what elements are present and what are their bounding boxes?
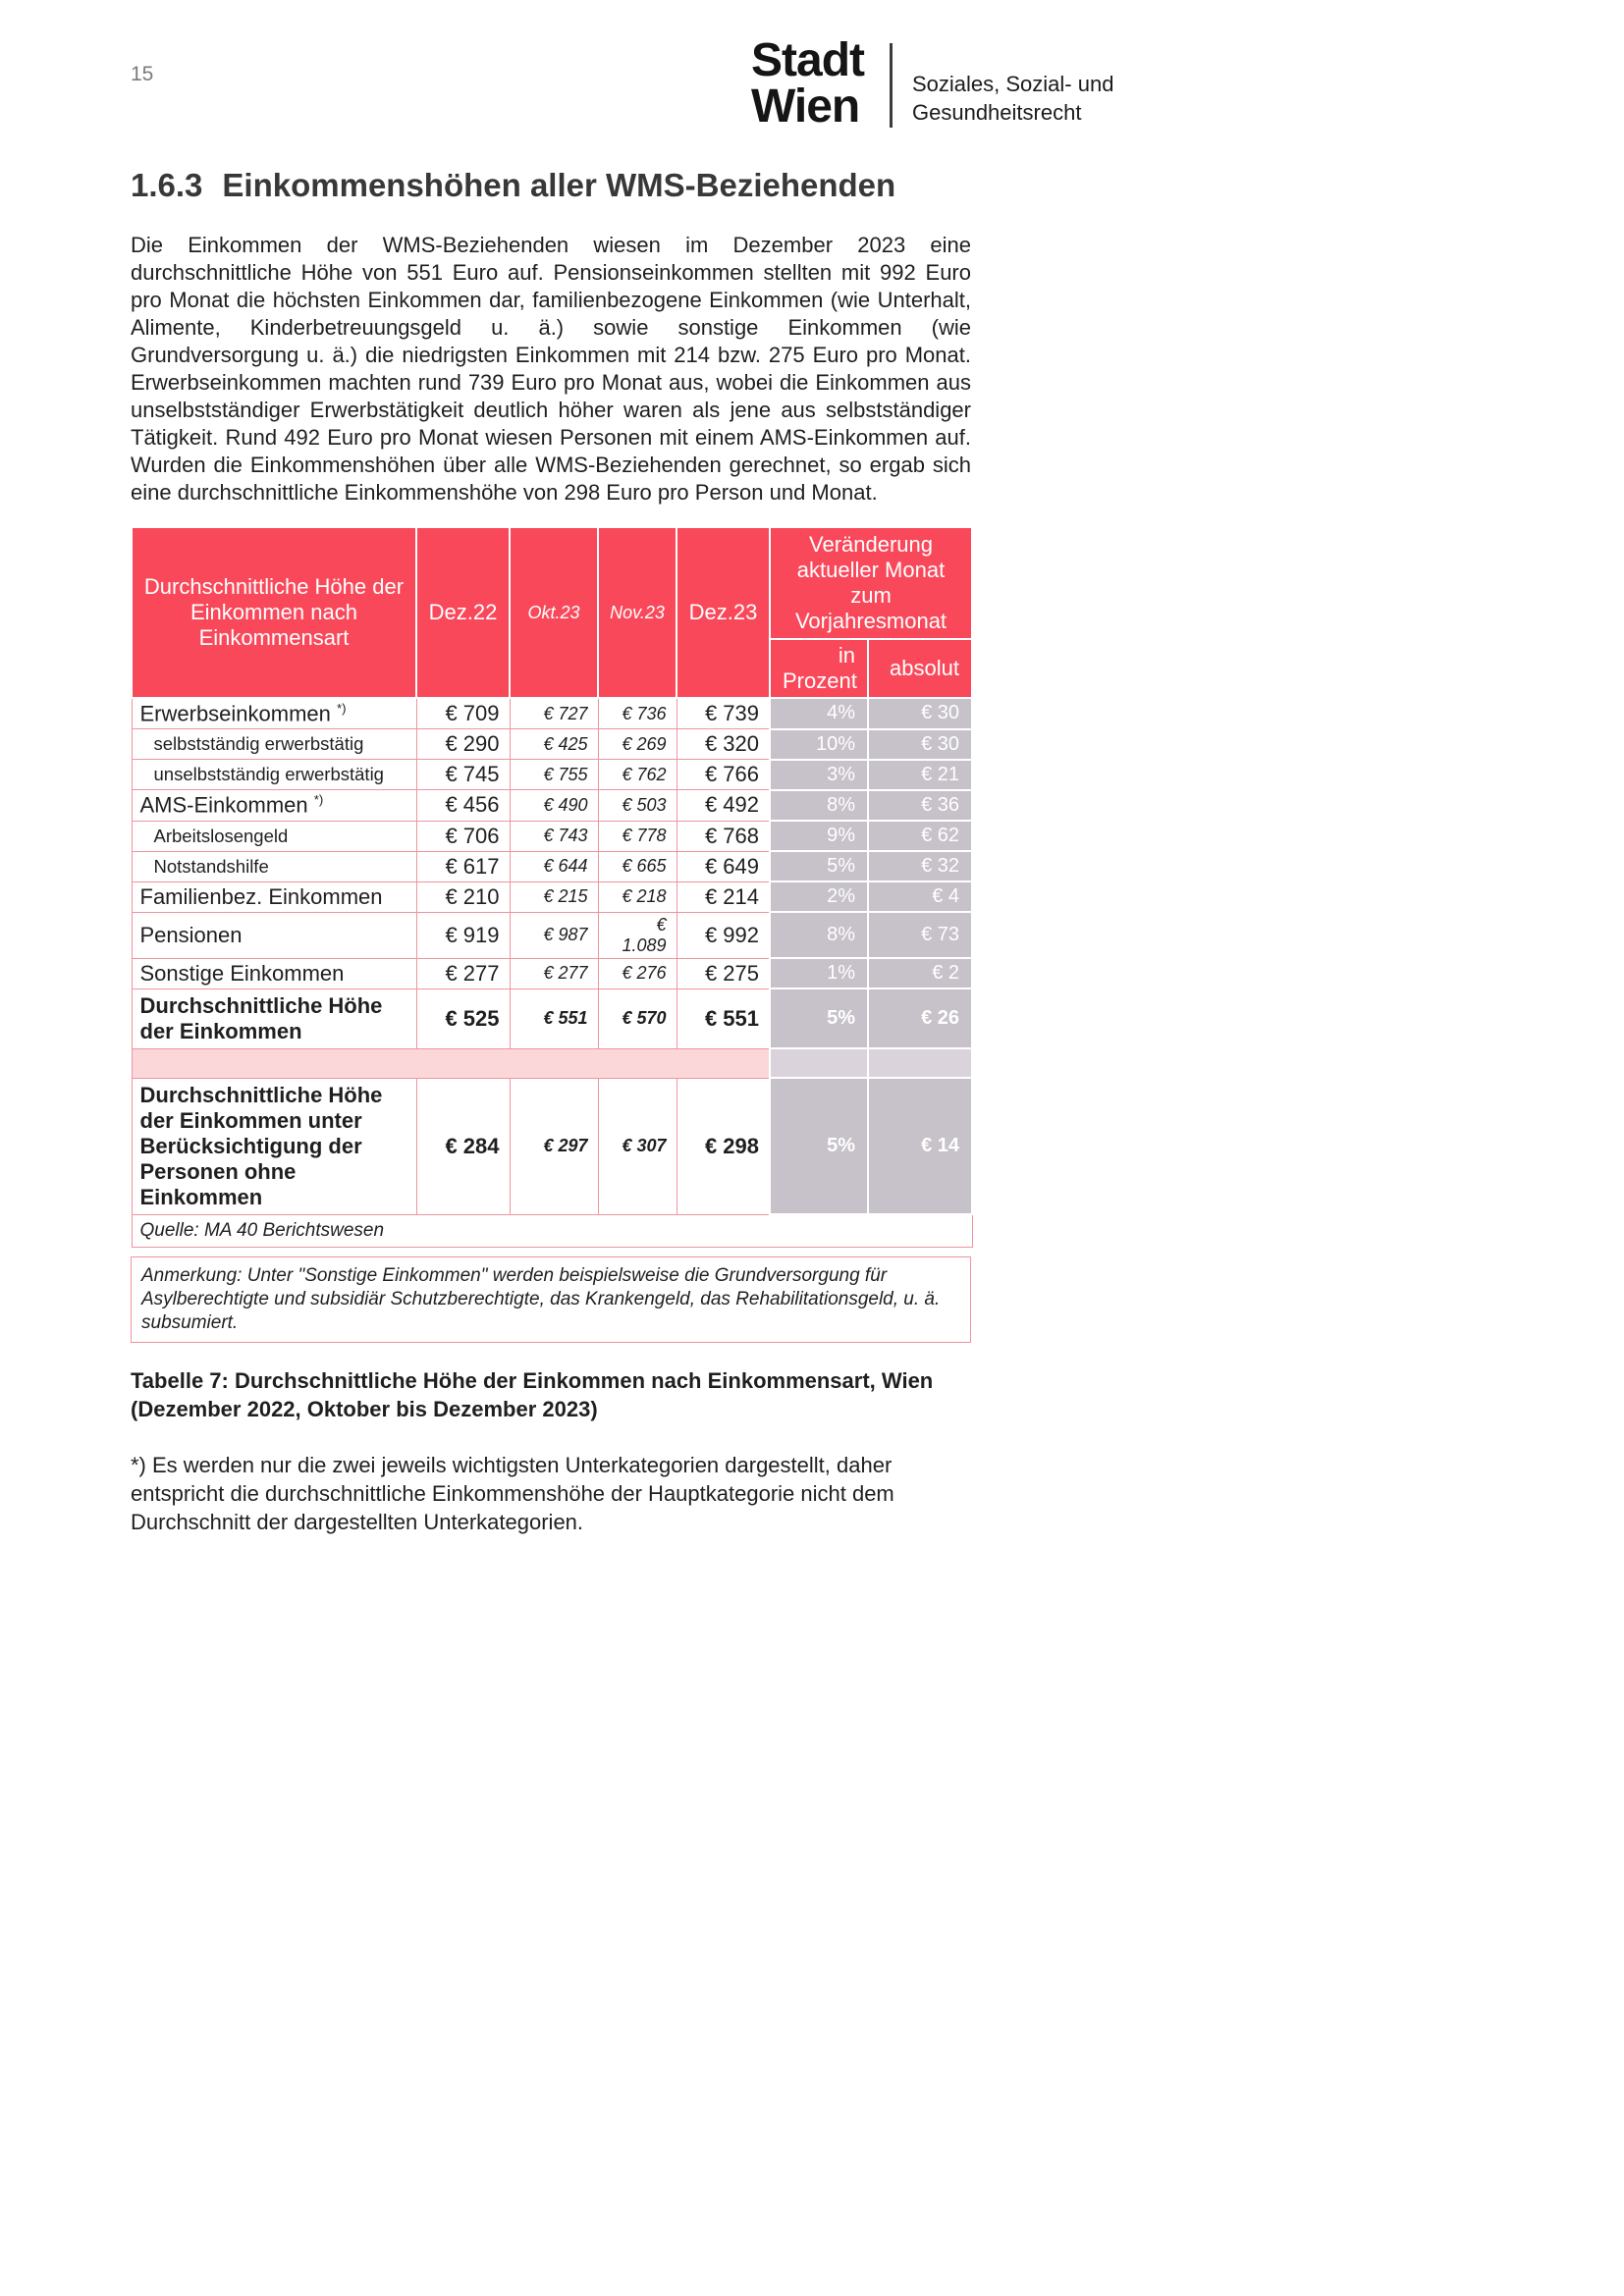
- header-month-nov23: Nov.23: [598, 527, 677, 698]
- income-row: [132, 729, 972, 760]
- income-value-cell: € 617: [416, 851, 510, 881]
- income-table-body: [132, 698, 972, 1214]
- income-value-cell: 5%: [770, 1078, 868, 1214]
- income-category-label: selbstständig erwerbstätig: [132, 729, 416, 760]
- income-row: [132, 851, 972, 881]
- logo-wordmark: [751, 34, 864, 133]
- income-value-cell: 3%: [770, 760, 868, 790]
- income-row: [132, 912, 972, 958]
- income-category-label: Familienbez. Einkommen: [132, 881, 416, 912]
- income-value-cell: 10%: [770, 729, 868, 760]
- income-table: [131, 526, 973, 1248]
- income-value-cell: € 739: [677, 698, 770, 729]
- income-row: [132, 988, 972, 1048]
- income-category-label: Pensionen: [132, 912, 416, 958]
- income-value-cell: 5%: [770, 988, 868, 1048]
- income-row: [132, 821, 972, 851]
- stadt-wien-logo: [751, 34, 1114, 133]
- spacer-cell-change: [868, 1048, 972, 1078]
- income-value-cell: € 644: [510, 851, 598, 881]
- income-value-cell: € 709: [416, 698, 510, 729]
- income-value-cell: € 490: [510, 790, 598, 821]
- logo-divider: [890, 43, 893, 128]
- income-row: [132, 698, 972, 729]
- income-value-cell: € 778: [598, 821, 677, 851]
- income-value-cell: € 298: [677, 1078, 770, 1214]
- income-category-label: Notstandshilfe: [132, 851, 416, 881]
- income-value-cell: € 4: [868, 881, 972, 912]
- logo-department-tagline: [912, 70, 1113, 130]
- header-month-dez23: Dez.23: [677, 527, 770, 698]
- table-source: Quelle: MA 40 Berichtswesen: [132, 1214, 972, 1248]
- income-table-footer: [132, 1214, 972, 1248]
- header-category-label: Durchschnittliche Höhe der Einkommen nach Einkommensart: [132, 527, 416, 698]
- income-value-cell: € 456: [416, 790, 510, 821]
- income-row: [132, 881, 972, 912]
- income-value-cell: € 736: [598, 698, 677, 729]
- income-row: [132, 1078, 972, 1214]
- table-note: Anmerkung: Unter "Sonstige Einkommen" werden beispielsweise die Grundversorgung für Asylberechtigte und subsidiär Schutzberechtigte, das Krankengeld, das Rehabilitationsgeld, u. ä. subsumiert.: [131, 1256, 971, 1343]
- income-category-label: unselbstständig erwerbstätig: [132, 760, 416, 790]
- income-value-cell: € 551: [510, 988, 598, 1048]
- income-category-label: Durchschnittliche Höhe der Einkommen unter Berücksichtigung der Personen ohne Einkommen: [132, 1078, 416, 1214]
- section-number: 1.6.3: [131, 167, 203, 203]
- income-value-cell: € 276: [598, 958, 677, 988]
- logo-word-line1: Stadt: [751, 34, 864, 86]
- income-value-cell: € 14: [868, 1078, 972, 1214]
- income-value-cell: € 762: [598, 760, 677, 790]
- income-value-cell: € 727: [510, 698, 598, 729]
- income-value-cell: € 743: [510, 821, 598, 851]
- header-change-absolute: absolut: [868, 639, 972, 698]
- income-value-cell: € 215: [510, 881, 598, 912]
- income-table-header: [132, 527, 972, 698]
- income-value-cell: € 492: [677, 790, 770, 821]
- table-caption: Tabelle 7: Durchschnittliche Höhe der Einkommen nach Einkommensart, Wien (Dezember 2022, Oktober bis Dezember 2023): [131, 1368, 934, 1422]
- section-heading: [131, 167, 971, 204]
- footnote-text: *) Es werden nur die zwei jeweils wichtigsten Unterkategorien dargestellt, daher entspricht die durchschnittliche Einkommenshöhe der Hauptkategorie nicht dem Durchschnitt der dargestellten Unterkategorien.: [131, 1453, 894, 1535]
- income-value-cell: € 2: [868, 958, 972, 988]
- income-value-cell: 5%: [770, 851, 868, 881]
- income-value-cell: 4%: [770, 698, 868, 729]
- income-value-cell: € 766: [677, 760, 770, 790]
- income-row: [132, 760, 972, 790]
- income-value-cell: 9%: [770, 821, 868, 851]
- income-value-cell: € 214: [677, 881, 770, 912]
- income-value-cell: € 919: [416, 912, 510, 958]
- income-value-cell: € 32: [868, 851, 972, 881]
- income-category-label: Sonstige Einkommen: [132, 958, 416, 988]
- section-title: Einkommenshöhen aller WMS-Beziehenden: [222, 167, 896, 203]
- spacer-row: [132, 1048, 972, 1078]
- income-value-cell: € 218: [598, 881, 677, 912]
- income-value-cell: € 649: [677, 851, 770, 881]
- income-value-cell: € 30: [868, 729, 972, 760]
- income-category-label: AMS-Einkommen *): [132, 790, 416, 821]
- income-value-cell: € 706: [416, 821, 510, 851]
- income-value-cell: € 987: [510, 912, 598, 958]
- income-value-cell: € 290: [416, 729, 510, 760]
- income-value-cell: 2%: [770, 881, 868, 912]
- income-value-cell: € 992: [677, 912, 770, 958]
- source-row: [132, 1214, 972, 1248]
- income-value-cell: € 745: [416, 760, 510, 790]
- income-value-cell: € 320: [677, 729, 770, 760]
- page-number: 15: [131, 63, 154, 85]
- income-value-cell: € 26: [868, 988, 972, 1048]
- income-value-cell: € 1.089: [598, 912, 677, 958]
- logo-tagline-line1: Soziales, Sozial- und: [912, 72, 1114, 96]
- header-change-title: Veränderung aktueller Monat zum Vorjahresmonat: [770, 527, 972, 639]
- spacer-cell-change: [770, 1048, 868, 1078]
- income-value-cell: € 665: [598, 851, 677, 881]
- income-value-cell: € 62: [868, 821, 972, 851]
- income-value-cell: € 768: [677, 821, 770, 851]
- income-value-cell: € 525: [416, 988, 510, 1048]
- spacer-cell-left: [132, 1048, 770, 1078]
- logo-tagline-line2: Gesundheitsrecht: [912, 100, 1082, 126]
- income-row: [132, 958, 972, 988]
- income-value-cell: 8%: [770, 790, 868, 821]
- income-row: [132, 790, 972, 821]
- income-value-cell: € 551: [677, 988, 770, 1048]
- content-column: [131, 167, 971, 1536]
- income-category-label: Arbeitslosengeld: [132, 821, 416, 851]
- income-value-cell: 1%: [770, 958, 868, 988]
- footnote-marker: *): [313, 792, 324, 808]
- income-value-cell: € 275: [677, 958, 770, 988]
- income-category-label: Erwerbseinkommen *): [132, 698, 416, 729]
- footnote-marker: *): [337, 701, 347, 716]
- income-value-cell: € 30: [868, 698, 972, 729]
- income-value-cell: 8%: [770, 912, 868, 958]
- income-value-cell: € 503: [598, 790, 677, 821]
- logo-word-line2: Wien: [751, 80, 860, 133]
- header-month-okt23: Okt.23: [510, 527, 598, 698]
- income-value-cell: € 36: [868, 790, 972, 821]
- income-value-cell: € 21: [868, 760, 972, 790]
- header-row-main: [132, 527, 972, 639]
- income-value-cell: € 425: [510, 729, 598, 760]
- income-value-cell: € 284: [416, 1078, 510, 1214]
- income-value-cell: € 755: [510, 760, 598, 790]
- income-value-cell: € 210: [416, 881, 510, 912]
- income-value-cell: € 297: [510, 1078, 598, 1214]
- income-value-cell: € 277: [510, 958, 598, 988]
- header-month-dez22: Dez.22: [416, 527, 510, 698]
- intro-paragraph: Die Einkommen der WMS-Beziehenden wiesen im Dezember 2023 eine durchschnittliche Höhe von 551 Euro auf. Pensionseinkommen stellten mit 992 Euro pro Monat die höchsten Einkommen dar, familienbezogene Einkommen (wie Unterhalt, Alimente, Kinderbetreuungsgeld u. ä.) sowie sonstige Einkommen (wie Grundversorgung u. ä.) die niedrigsten Einkommen mit 214 bzw. 275 Euro pro Monat. Erwerbseinkommen machten rund 739 Euro pro Monat aus, wobei die Einkommen aus unselbstständiger Erwerbstätigkeit deutlich höher waren als jene aus selbstständiger Tätigkeit. Rund 492 Euro pro Monat wiesen Personen mit einem AMS-Einkommen auf. Wurden die Einkommenshöhen über alle WMS-Beziehenden gerechnet, so ergab sich eine durchschnittliche Einkommenshöhe von 298 Euro pro Person und Monat.: [131, 233, 971, 505]
- income-category-label: Durchschnittliche Höhe der Einkommen: [132, 988, 416, 1048]
- income-value-cell: € 269: [598, 729, 677, 760]
- income-value-cell: € 73: [868, 912, 972, 958]
- income-value-cell: € 307: [598, 1078, 677, 1214]
- income-value-cell: € 570: [598, 988, 677, 1048]
- header-change-percent: in Prozent: [770, 639, 868, 698]
- income-value-cell: € 277: [416, 958, 510, 988]
